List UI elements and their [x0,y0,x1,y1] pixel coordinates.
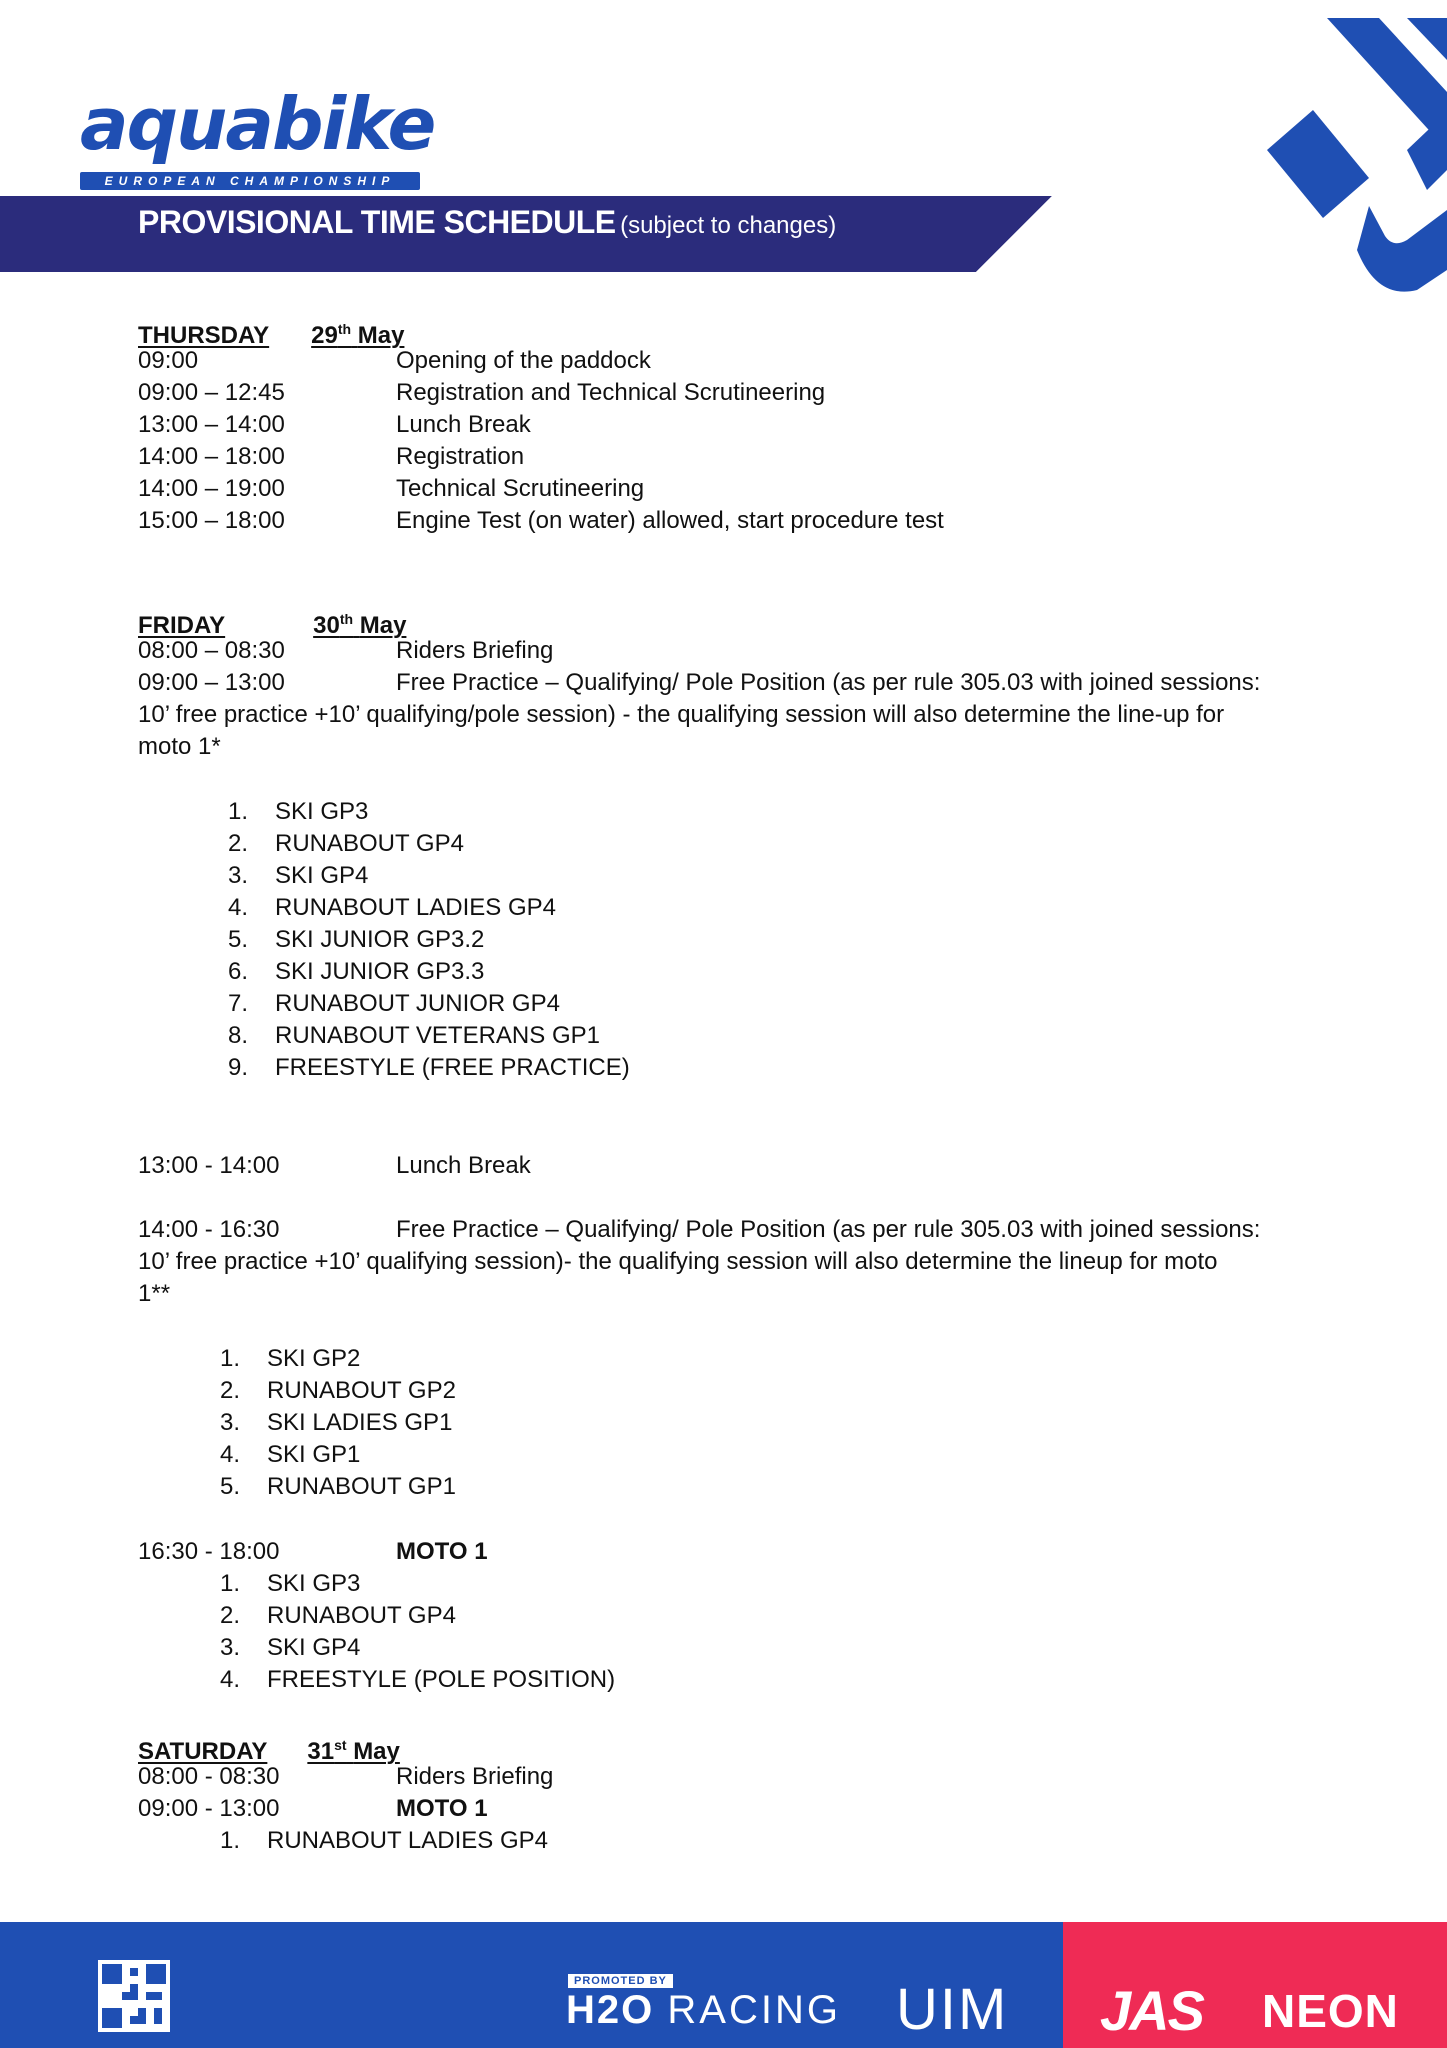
list-number: 5. [227,926,248,953]
schedule-desc: Lunch Break [396,411,531,438]
list-number: 5. [219,1473,240,1500]
schedule-desc: Registration [396,443,525,470]
list-item: SKI GP3 [275,798,369,825]
schedule-desc: Opening of the paddock [396,347,651,374]
schedule-time: 14:00 - 16:30 [138,1216,280,1243]
schedule-desc: Free Practice – Qualifying/ Pole Position (as per rule 305.03 with joined sessions: [396,669,1261,696]
sponsor-footer [0,1922,1447,2048]
list-number: 4. [219,1666,240,1693]
schedule-desc: Technical Scrutineering [396,475,645,502]
list-number: 1. [219,1345,240,1372]
schedule-time: 13:00 – 14:00 [138,411,285,438]
schedule-desc: Riders Briefing [396,637,554,664]
date-num: 31 [307,1738,335,1765]
date-month: May [359,612,407,639]
promoted-by-label: PROMOTED BY [568,1974,673,1988]
h2o-racing-logo [566,1988,841,2033]
day-name: SATURDAY [138,1738,268,1765]
list-item: RUNABOUT VETERANS GP1 [275,1022,600,1049]
date-suffix: th [339,611,354,627]
list-item: RUNABOUT GP4 [275,830,464,857]
list-item: RUNABOUT JUNIOR GP4 [275,990,560,1017]
list-number: 1. [219,1570,240,1597]
schedule-desc-cont: moto 1* [138,733,221,760]
list-number: 1. [227,798,248,825]
list-item: FREESTYLE (POLE POSITION) [267,1666,616,1693]
date-suffix: st [334,1737,347,1753]
schedule-time: 09:00 – 13:00 [138,669,285,696]
schedule-desc-cont: 1** [138,1280,171,1307]
schedule-time: 09:00 [138,347,199,374]
moto-label: MOTO 1 [396,1795,488,1822]
list-item: SKI GP3 [267,1570,361,1597]
day-name: THURSDAY [138,322,270,349]
racing-text: RACING [667,1988,841,2032]
subtitle-text: (subject to changes) [620,212,837,239]
list-number: 2. [219,1602,240,1629]
list-number: 9. [227,1054,248,1081]
schedule-desc: Free Practice – Qualifying/ Pole Position (as per rule 305.03 with joined sessions: [396,1216,1261,1243]
list-number: 7. [227,990,248,1017]
date-num: 30 [313,612,340,639]
list-item: SKI JUNIOR GP3.3 [275,958,485,985]
schedule-desc-cont: 10’ free practice +10’ qualifying/pole session) - the qualifying session will also determine the line-up for [138,701,1225,728]
schedule-desc: Registration and Technical Scrutineering [396,379,826,406]
date-month: May [353,1738,400,1765]
list-number: 4. [219,1441,240,1468]
list-item: RUNABOUT GP2 [267,1377,456,1404]
list-item: SKI JUNIOR GP3.2 [275,926,485,953]
list-number: 2. [219,1377,240,1404]
schedule-time: 16:30 - 18:00 [138,1538,280,1565]
day-name: FRIDAY [138,612,226,639]
date-num: 29 [311,322,338,349]
schedule-desc-cont: 10’ free practice +10’ qualifying session)- the qualifying session will also determine the lineup for moto [138,1248,1218,1275]
list-number: 1. [219,1827,240,1854]
list-number: 4. [227,894,248,921]
schedule-time: 09:00 - 13:00 [138,1795,280,1822]
schedule-desc: Riders Briefing [396,1763,554,1790]
list-item: SKI GP2 [267,1345,361,1372]
list-item: SKI GP4 [275,862,369,889]
list-item: FREESTYLE (FREE PRACTICE) [275,1054,630,1081]
schedule-time: 09:00 – 12:45 [138,379,285,406]
schedule-time: 15:00 – 18:00 [138,507,285,534]
uim-logo: UIM [896,1977,1009,2042]
schedule-time: 08:00 - 08:30 [138,1763,280,1790]
schedule-desc: Engine Test (on water) allowed, start procedure test [396,507,944,534]
jas-logo: JAS [1100,1979,1203,2042]
date-suffix: th [337,321,352,337]
schedule-desc: Lunch Break [396,1152,531,1179]
aquabike-logo [80,82,440,196]
list-item: RUNABOUT LADIES GP4 [275,894,556,921]
date-month: May [357,322,405,349]
list-item: SKI LADIES GP1 [267,1409,453,1436]
schedule-time: 14:00 – 18:00 [138,443,285,470]
neon-logo: NEON [1262,1985,1399,2037]
title-text: PROVISIONAL TIME SCHEDULE [138,204,616,240]
list-number: 2. [227,830,248,857]
list-number: 3. [227,862,248,889]
moto-label: MOTO 1 [396,1538,488,1565]
list-item: SKI GP1 [267,1441,361,1468]
schedule-time: 08:00 – 08:30 [138,637,285,664]
list-number: 3. [219,1634,240,1661]
list-item: RUNABOUT LADIES GP4 [267,1827,548,1854]
list-number: 6. [227,958,248,985]
logo-wordmark: aquabike [80,82,435,166]
schedule-time: 13:00 - 14:00 [138,1152,280,1179]
logo-subtitle: EUROPEAN CHAMPIONSHIP [80,172,420,190]
list-item: RUNABOUT GP4 [267,1602,456,1629]
schedule-time: 14:00 – 19:00 [138,475,285,502]
qr-code-icon[interactable] [98,1960,170,2032]
list-number: 3. [219,1409,240,1436]
list-number: 8. [227,1022,248,1049]
list-item: RUNABOUT GP1 [267,1473,456,1500]
brand-corner-icon [1257,0,1447,310]
page-title [138,200,836,244]
list-item: SKI GP4 [267,1634,361,1661]
h2o-text: H2O [566,1988,655,2032]
